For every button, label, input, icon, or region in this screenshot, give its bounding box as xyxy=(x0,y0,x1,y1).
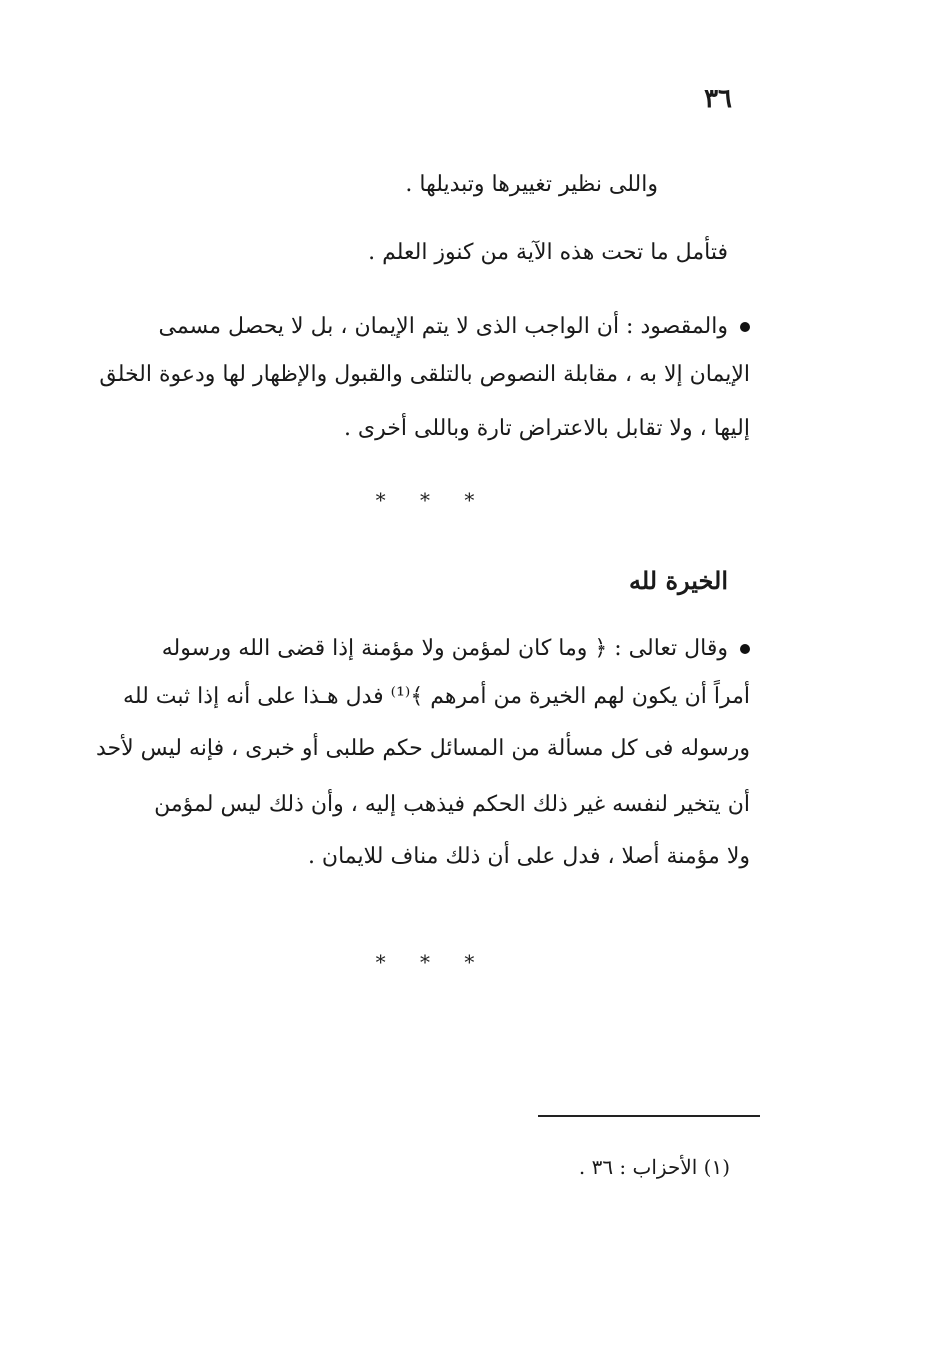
paragraph-4-line-5: ولا مؤمنة أصلا ، فدل على أن ذلك مناف للايمان . xyxy=(307,844,750,869)
paragraph-3-line-3: إليها ، ولا تقابل بالاعتراض تارة وباللى أخرى . xyxy=(343,416,750,441)
bullet-icon xyxy=(740,322,750,332)
paragraph-4-line-2: أمراً أن يكون لهم الخيرة من أمرهم ﴾⁽¹⁾ فدل هـذا على أنه إذا ثبت لله xyxy=(123,684,750,709)
paragraph-4-line-4: أن يتخير لنفسه غير ذلك الحكم فيذهب إليه ، وأن ذلك ليس لمؤمن xyxy=(154,792,750,817)
footnote-divider xyxy=(538,1115,760,1117)
bullet-icon xyxy=(740,644,750,654)
page-number: ٣٦ xyxy=(704,84,732,114)
section-heading: الخيرة لله xyxy=(628,566,728,595)
separator-stars: * * * xyxy=(375,950,489,974)
paragraph-3-line-1: والمقصود : أن الواجب الذى لا يتم الإيمان ، بل لا يحصل مسمى xyxy=(159,314,750,339)
paragraph-2: فتأمل ما تحت هذه الآية من كنوز العلم . xyxy=(368,240,728,265)
separator-stars: * * * xyxy=(375,488,489,512)
paragraph-1: واللى نظير تغييرها وتبديلها . xyxy=(405,172,658,197)
paragraph-4-line-1: وقال تعالى : ﴿ وما كان لمؤمن ولا مؤمنة إذا قضى الله ورسوله xyxy=(162,636,750,661)
paragraph-4-line-3: ورسوله فى كل مسألة من المسائل حكم طلبى أو خبرى ، فإنه ليس لأحد xyxy=(95,736,750,761)
footnote: (١) الأحزاب : ٣٦ . xyxy=(578,1155,730,1179)
paragraph-3-line-2: الإيمان إلا به ، مقابلة النصوص بالتلقى والقبول والإظهار لها ودعوة الخلق xyxy=(99,362,750,387)
